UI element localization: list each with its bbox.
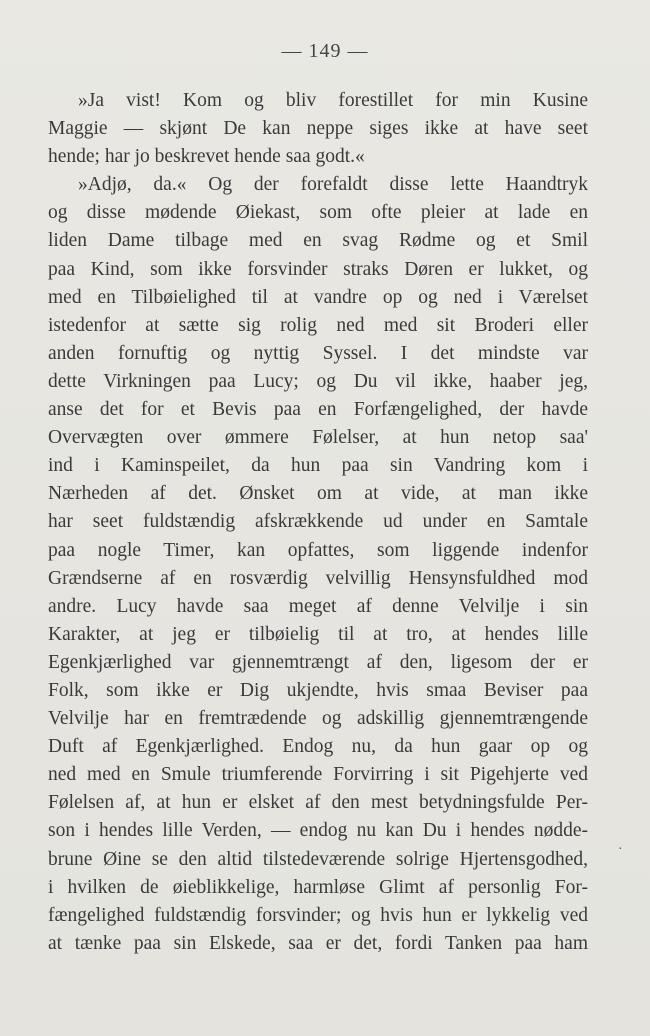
text-line: brune Øine se den altid tilstedeværende solrige Hjertensgodhed, (48, 848, 588, 870)
text-line: har seet fuldstændig afskrækkende ud under en Samtale (48, 511, 588, 533)
text-line: at tænke paa sin Elskede, saa er det, fordi Tanken paa ham (48, 932, 588, 954)
text-line: andre. Lucy havde saa meget af denne Velvilje i sin (48, 595, 588, 617)
text-line: istedenfor at sætte sig rolig ned med sit Broderi eller (48, 314, 588, 336)
text-line: »Adjø, da.« Og der forefaldt disse lette Haandtryk (78, 174, 588, 196)
page-number: — 149 — (281, 40, 369, 62)
text-line: son i hendes lille Verden, — endog nu kan Du i hendes nødde- (48, 820, 588, 842)
text-line: anden fornuftig og nyttig Syssel. I det mindste var (48, 342, 588, 364)
text-line: paa Kind, som ikke forsvinder straks Døren er lukket, og (48, 258, 588, 280)
text-line: ind i Kaminspeilet, da hun paa sin Vandring kom i (48, 455, 588, 477)
text-line: fængelighed fuldstændig forsvinder; og hvis hun er lykkelig ved (48, 904, 588, 926)
text-line: Folk, som ikke er Dig ukjendte, hvis smaa Beviser paa (48, 679, 588, 701)
text-line: i hvilken de øieblikkelige, harmløse Glimt af personlig For- (48, 876, 588, 898)
text-line: hende; har jo beskrevet hende saa godt.« (48, 146, 365, 168)
text-line: Karakter, at jeg er tilbøielig til at tro, at hendes lille (48, 623, 588, 645)
text-line: Duft af Egenkjærlighed. Endog nu, da hun gaar op og (48, 736, 588, 758)
body-text (48, 87, 588, 958)
text-line: Følelsen af, at hun er elsket af den mest betydningsfulde Per- (48, 792, 588, 814)
text-line: Egenkjærlighed var gjennemtrængt af den, ligesom der er (48, 651, 588, 673)
text-line: paa nogle Timer, kan opfattes, som liggende indenfor (48, 539, 588, 561)
margin-dot: · (618, 842, 623, 857)
text-line: og disse mødende Øiekast, som ofte pleier at lade en (48, 202, 588, 224)
text-line: ned med en Smule triumferende Forvirring i sit Pigehjerte ved (48, 764, 588, 786)
text-line: dette Virkningen paa Lucy; og Du vil ikke, haaber jeg, (48, 370, 588, 392)
text-line: Nærheden af det. Ønsket om at vide, at man ikke (48, 483, 588, 505)
text-line: med en Tilbøielighed til at vandre op og ned i Værelset (48, 286, 588, 308)
text-line: Velvilje har en fremtrædende og adskillig gjennemtrængende (48, 708, 588, 730)
text-line: anse det for et Bevis paa en Forfængelighed, der havde (48, 399, 588, 421)
text-line: »Ja vist! Kom og bliv forestillet for min Kusine (78, 90, 588, 111)
text-line: Grændserne af en rosværdig velvillig Hensynsfuldhed mod (48, 567, 588, 589)
text-line: Maggie — skjønt De kan neppe siges ikke at have seet (48, 118, 588, 140)
text-line: liden Dame tilbage med en svag Rødme og et Smil (48, 230, 588, 252)
text-line: Overvægten over ømmere Følelser, at hun netop saa' (48, 427, 588, 449)
